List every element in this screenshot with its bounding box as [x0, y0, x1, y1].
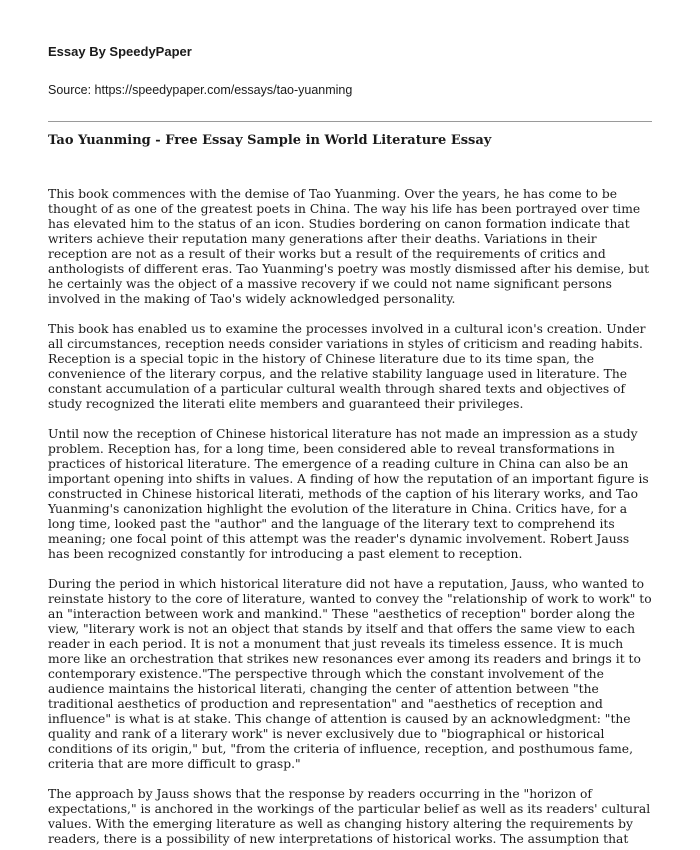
essay-body [48, 187, 652, 847]
paragraph: The approach by Jauss shows that the response by readers occurring in the "horizon of expectations," is anchored in the workings of the particular belief as well as its readers' cultural values. With the emerging literature as well as changing history altering the requirements by readers, there is a possibility of new interpretations of historical works. The assumption that [48, 787, 651, 846]
paragraph: This book commences with the demise of Tao Yuanming. Over the years, he has come to be thought of as one of the greatest poets in China. The way his life has been portrayed over time has elevated him to the status of an icon. Studies bordering on canon formation indicate that writers achieve their reputation many generations after their deaths. Variations in their reception are not as a result of their works but a result of the requirements of critics and anthologists of different eras. Tao Yuanming's poetry was mostly dismissed after his demise, but he certainly was the object of a massive recovery if we could not name significant persons involved in the making of Tao's widely acknowledged personality. [48, 187, 650, 306]
header-divider [48, 121, 652, 122]
essay-title: Tao Yuanming - Free Essay Sample in World Literature Essay [48, 133, 492, 148]
site-title: Essay By SpeedyPaper [48, 44, 192, 59]
paragraph: This book has enabled us to examine the processes involved in a cultural icon's creation. Under all circumstances, reception needs consider variations in styles of criticism and reading habits. Reception is a special topic in the history of Chinese literature due to its time span, the convenience of the literary corpus, and the relative stability language used in literature. The constant accumulation of a particular cultural wealth through shared texts and objectives of study recognized the literati elite members and guaranteed their privileges. [48, 322, 646, 411]
source-line: Source: https://speedypaper.com/essays/tao-yuanming [48, 83, 353, 97]
paragraph: During the period in which historical literature did not have a reputation, Jauss, who wanted to reinstate history to the core of literature, wanted to convey the "relationship of work to work" to an "interaction between work and mankind." These "aesthetics of reception" border along the view, "literary work is not an object that stands by itself and that offers the same view to each reader in each period. It is not a monument that just reveals its timeless essence. It is much more like an orchestration that strikes new resonances ever among its readers and brings it to contemporary existence."The perspective through which the constant involvement of the audience maintains the historical literati, changing the center of attention between "the traditional aesthetics of production and representation" and "aesthetics of reception and influence" is what is at stake. This change of attention is caused by an acknowledgment: "the quality and rank of a literary work" is never exclusively due to "biographical or historical conditions of its origin," but, "from the criteria of influence, reception, and posthumous fame, criteria that are more difficult to grasp." [48, 577, 652, 771]
paragraph: Until now the reception of Chinese historical literature has not made an impression as a study problem. Reception has, for a long time, been considered able to reveal transformations in practices of historical literature. The emergence of a reading culture in China can also be an important opening into shifts in values. A finding of how the reputation of an important figure is constructed in Chinese historical literati, methods of the caption of his literary works, and Tao Yuanming's canonization highlight the evolution of the literature in China. Critics have, for a long time, looked past the "author" and the language of the literary text to comprehend its meaning; one focal point of this attempt was the reader's dynamic involvement. Robert Jauss has been recognized constantly for introducing a past element to reception. [48, 427, 649, 561]
